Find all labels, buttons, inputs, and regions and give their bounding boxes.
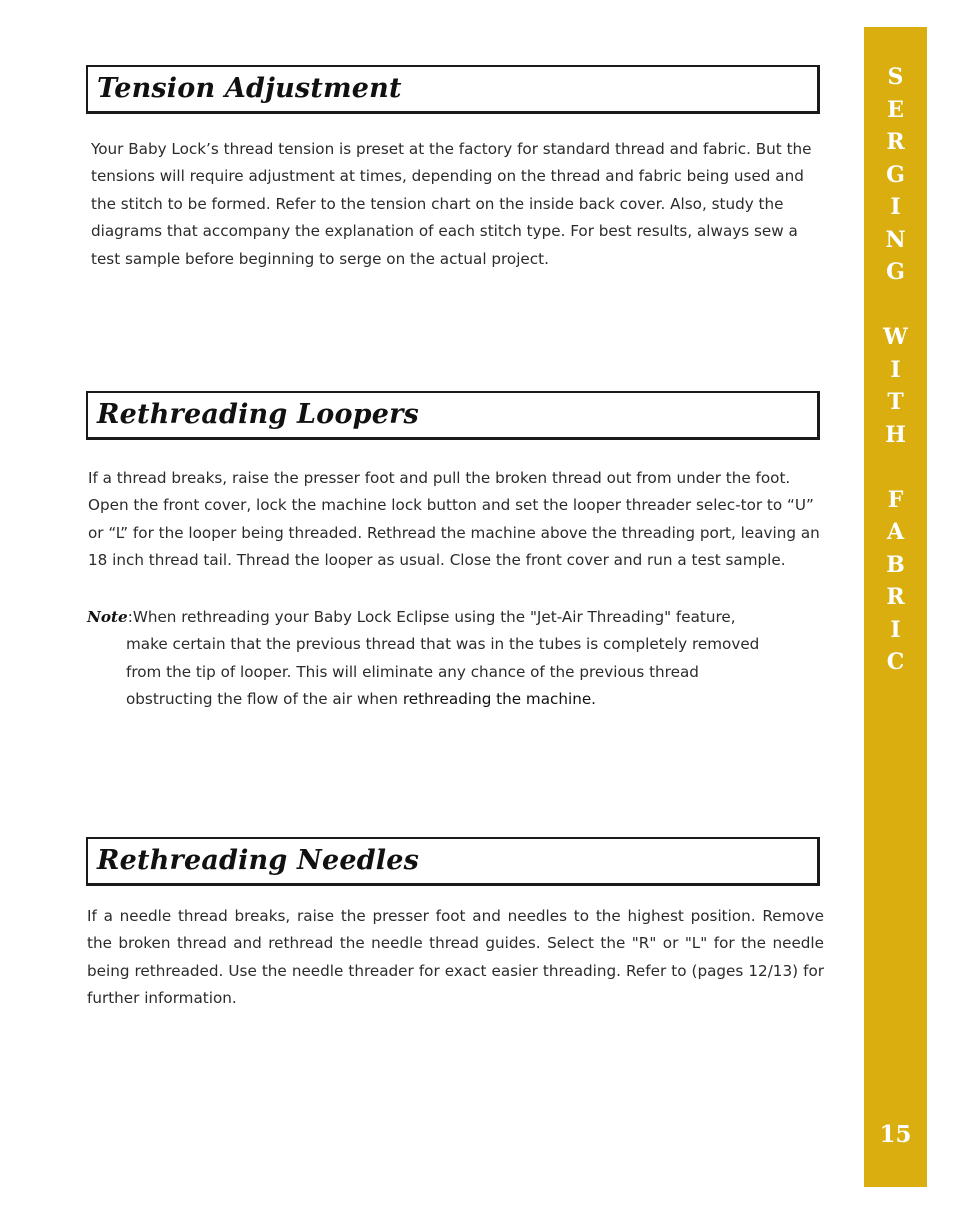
rethreading-loopers-body: If a thread breaks, raise the presser foot and pull the broken thread out from under the foot. Open the front cover, lock the machine lock button and set the looper threader selec-tor to “U” or “L” for the looper being threaded. Rethread the machine above the threading port, leaving an 18 inch thread tail. Thread the looper as usual. Close the front cover and run a test sample. [88,469,820,570]
sidebar-letter: T [887,389,904,415]
sidebar-letter: B [886,551,905,578]
sidebar-letter: N [885,226,906,253]
sidebar-letter: A [886,519,905,545]
sidebar-letter: W [883,324,908,350]
sidebar-spacer [864,289,927,322]
tension-adjustment-heading-box [86,65,820,114]
note-emphasis-text: rethreading the machine. [402,690,597,709]
page-number: 15 [879,1121,912,1148]
sidebar-letter: R [886,129,905,155]
note-continuation [87,631,787,713]
sidebar-letter: H [885,421,906,448]
chapter-sidebar [864,27,927,1187]
sidebar-letter: G [886,259,905,285]
rethreading-loopers-title: Rethreading Loopers [97,399,419,430]
rethreading-loopers-heading-box [86,391,820,440]
sidebar-letter: S [887,64,904,90]
sidebar-letter: C [886,649,905,675]
tension-adjustment-title: Tension Adjustment [97,73,402,104]
sidebar-letter: E [887,96,904,123]
sidebar-letter: F [887,486,904,513]
note-first-line: :When rethreading your Baby Lock Eclipse using the "Jet-Air Threading" feature, [127,608,736,626]
sidebar-letter: G [886,161,905,188]
rethreading-needles-heading-box [86,837,820,886]
sidebar-letter: R [886,584,905,610]
chapter-title-vertical [864,61,927,679]
rethreading-needles-body: If a needle thread breaks, raise the presser foot and needles to the highest position. Remove the broken thread and rethread the needle thread guides. Select the "R" or "L" for the needle being rethreaded. Use the needle threader for exact easier threading. Refer to (pages 12/13) for further information. [87,907,824,1008]
tension-adjustment-body: Your Baby Lock’s thread tension is preset at the factory for standard thread and fabric. But the tensions will require adjustment at times, depending on the thread and fabric being used and the stitch to be formed. Refer to the tension chart on the inside back cover. Also, study the diagrams that accompany the explanation of each stitch type. For best results, always sew a test sample before beginning to serge on the actual project. [91,140,812,268]
sidebar-letter: I [890,616,901,643]
looper-note [87,604,787,714]
note-label: Note [87,608,128,626]
note-rest-text: make certain that the previous thread that was in the tubes is completely removed from the tip of looper. This will eliminate any chance of the previous thread obstructing the flow of the air when [126,635,760,709]
sidebar-spacer [864,451,927,484]
sidebar-letter: I [890,356,901,383]
sidebar-letter: I [890,194,901,220]
rethreading-needles-title: Rethreading Needles [97,845,420,876]
